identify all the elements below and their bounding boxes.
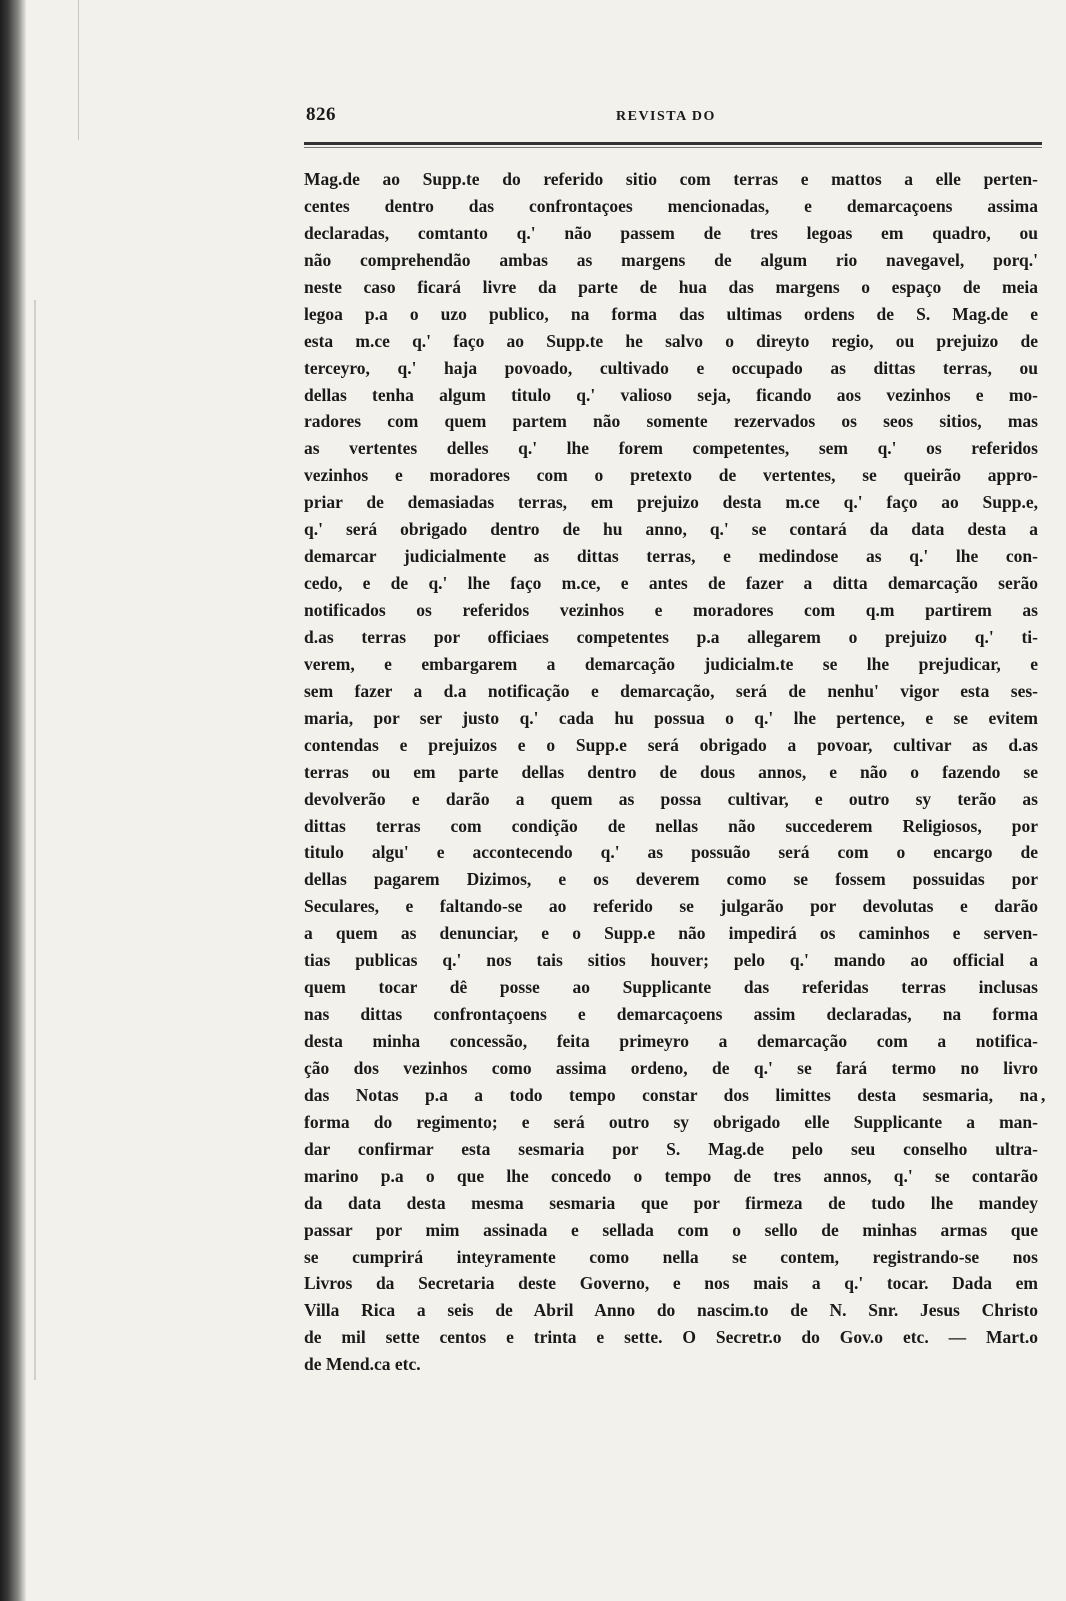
text-line: Livros da Secretaria deste Governo, e nos mais a q.' tocar. Dada em	[304, 1273, 1038, 1294]
margin-crease-top	[78, 0, 79, 140]
text-line: notificados os referidos vezinhos e moradores com q.m partirem as	[304, 600, 1038, 620]
text-line: forma do regimento; e será outro sy obrigado elle Supplicante a man-	[304, 1111, 1038, 1132]
text-line: esta m.ce q.' faço ao Supp.te he salvo o direyto regio, ou prejuizo de	[304, 330, 1038, 351]
text-line: centes dentro das confrontaçoes mencionadas, e demarcaçoens assima	[304, 195, 1038, 216]
margin-speck: ʼ	[1040, 1094, 1046, 1114]
header-rule	[304, 142, 1042, 148]
text-line: titulo algu' e accontecendo q.' as possuão será com o encargo de	[304, 842, 1038, 863]
text-line: dittas terras com condição de nellas não succederem Religiosos, por	[304, 815, 1038, 836]
body-text	[304, 166, 1038, 1378]
text-line: nas dittas confrontaçoens e demarcaçoens assim declaradas, na forma	[304, 1004, 1038, 1025]
text-line: passar por mim assinada e sellada com o sello de minhas armas que	[304, 1219, 1038, 1240]
text-line: dar confirmar esta sesmaria por S. Mag.de pelo seu conselho ultra-	[304, 1138, 1038, 1159]
text-line: sem fazer a d.a notificação e demarcação, será de nenhu' vigor esta ses-	[304, 680, 1038, 701]
text-line: Seculares, e faltando-se ao referido se julgarão por devolutas e darão	[304, 896, 1038, 917]
text-line: Villa Rica a seis de Abril Anno do nascim.to de N. Snr. Jesus Christo	[304, 1300, 1038, 1321]
text-line: neste caso ficará livre da parte de hua das margens o espaço de meia	[304, 276, 1038, 297]
page-number: 826	[306, 104, 336, 125]
text-line: as vertentes delles q.' lhe forem competentes, sem q.' os referidos	[304, 438, 1038, 459]
text-line: Mag.de ao Supp.te do referido sitio com terras e mattos a elle perten-	[304, 169, 1038, 189]
text-line: q.' será obrigado dentro de hu anno, q.' se contará da data desta a	[304, 519, 1038, 540]
text-line: da data desta mesma sesmaria que por firmeza de tudo lhe mandey	[304, 1192, 1038, 1213]
text-line: a quem as denunciar, e o Supp.e não impedirá os caminhos e serven-	[304, 923, 1038, 944]
text-line: contendas e prejuizos e o Supp.e será obrigado a povoar, cultivar as d.as	[304, 734, 1038, 755]
text-line: terceyro, q.' haja povoado, cultivado e occupado as dittas terras, ou	[304, 357, 1038, 378]
text-line: d.as terras por officiaes competentes p.a allegarem o prejuizo q.' ti-	[304, 626, 1038, 647]
text-line: das Notas p.a a todo tempo constar dos limittes desta sesmaria, na	[304, 1084, 1038, 1105]
margin-crease	[34, 300, 36, 1380]
text-line-final: de Mend.ca etc.	[304, 1354, 421, 1375]
text-line: desta minha concessão, feita primeyro a demarcação com a notifica-	[304, 1031, 1038, 1051]
text-line: terras ou em parte dellas dentro de dous annos, e não o fazendo se	[304, 761, 1038, 782]
text-line: demarcar judicialmente as dittas terras, e medindose as q.' lhe con-	[304, 546, 1038, 567]
text-line: de mil sette centos e trinta e sette. O Secretr.o do Gov.o etc. — Mart.o	[304, 1327, 1038, 1348]
running-title: REVISTA DO	[616, 109, 716, 124]
text-line: declaradas, comtanto q.' não passem de tres legoas em quadro, ou	[304, 222, 1038, 243]
text-line: se cumprirá inteyramente como nella se contem, registrando-se nos	[304, 1246, 1038, 1267]
page-header	[306, 100, 1042, 140]
text-line: dellas tenha algum titulo q.' valioso seja, ficando aos vezinhos e mo-	[304, 384, 1038, 405]
text-line: maria, por ser justo q.' cada hu possua o q.' lhe pertence, e se evitem	[304, 707, 1038, 728]
text-line: legoa p.a o uzo publico, na forma das ultimas ordens de S. Mag.de e	[304, 303, 1038, 324]
text-line: ção dos vezinhos como assima ordeno, de q.' se fará termo no livro	[304, 1057, 1038, 1078]
text-line: verem, e embargarem a demarcação judicialm.te se lhe prejudicar, e	[304, 653, 1038, 674]
text-line: priar de demasiadas terras, em prejuizo desta m.ce q.' faço ao Supp.e,	[304, 492, 1038, 513]
text-line: não comprehendão ambas as margens de algum rio navegavel, porq.'	[304, 249, 1038, 270]
book-binding-shadow	[0, 0, 26, 1601]
text-line: devolverão e darão a quem as possa cultivar, e outro sy terão as	[304, 788, 1038, 809]
text-line: quem tocar dê posse ao Supplicante das referidas terras inclusas	[304, 977, 1038, 998]
text-line: vezinhos e moradores com o pretexto de vertentes, se queirão appro-	[304, 465, 1038, 486]
text-line: tias publicas q.' nos tais sitios houver; pelo q.' mando ao official a	[304, 950, 1038, 971]
text-line: cedo, e de q.' lhe faço m.ce, e antes de fazer a ditta demarcação serão	[304, 573, 1038, 594]
text-line: dellas pagarem Dizimos, e os deverem como se fossem possuidas por	[304, 869, 1038, 890]
text-line: marino p.a o que lhe concedo o tempo de tres annos, q.' se contarão	[304, 1165, 1038, 1186]
text-line: radores com quem partem não somente rezervados os seos sitios, mas	[304, 411, 1038, 432]
